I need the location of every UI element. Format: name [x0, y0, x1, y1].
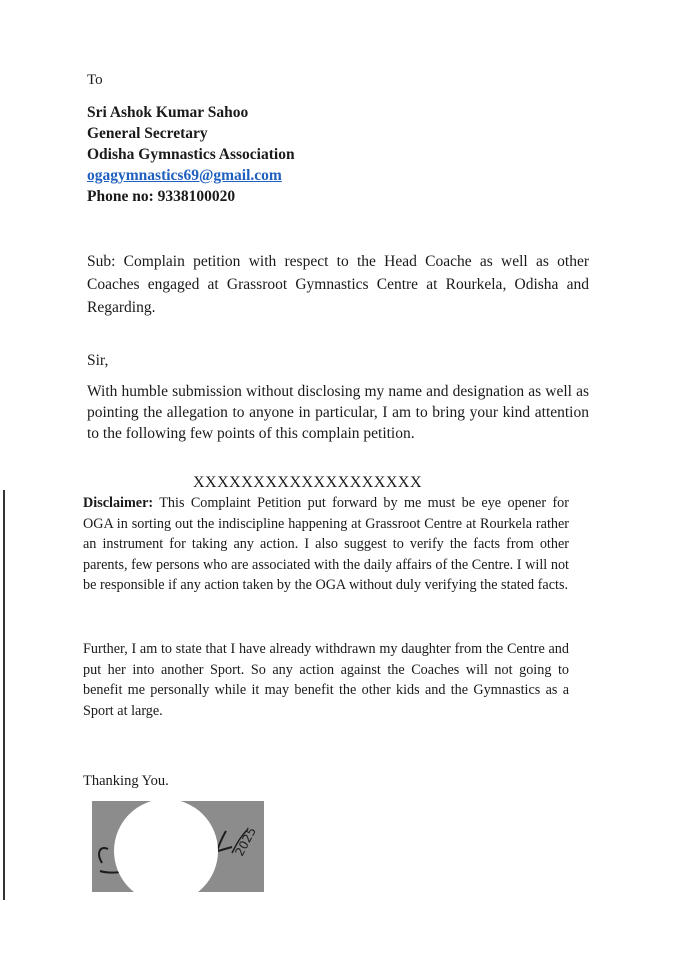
recipient-name: Sri Ashok Kumar Sahoo [87, 104, 249, 121]
recipient-designation: General Secretary [87, 125, 208, 142]
disclaimer-paragraph [83, 493, 569, 596]
recipient-block [87, 102, 295, 207]
to-label: To [87, 72, 103, 88]
intro-paragraph: With humble submission without disclosing my name and designation as well as pointing the allegation to anyone in particular, I am to bring your kind attention to the following few points of this complain petition. [87, 383, 589, 442]
salutation: Sir, [87, 352, 109, 369]
further-paragraph: Further, I am to state that I have already withdrawn my daughter from the Centre and put her into another Sport. So any action against the Coaches will not going to benefit me personally while it may benefit the other kids and the Gymnastics as a Sport at large. [83, 641, 569, 719]
closing: Thanking You. [83, 773, 169, 789]
margin-rule [3, 490, 5, 900]
subject-line: Sub: Complain petition with respect to the Head Coache as well as other Coaches engaged at Grassroot Gymnastics Centre at Rourkela, Odisha and Regarding. [87, 253, 589, 316]
signature-date: 2025 [232, 824, 259, 859]
recipient-organization: Odisha Gymnastics Association [87, 146, 295, 163]
disclaimer-label: Disclaimer: [83, 495, 154, 511]
disclaimer-text: This Complaint Petition put forward by me must be eye opener for OGA in sorting out the indiscipline happening at Grassroot Centre at Rourkela rather an instrument for taking any action. I also suggest to verify the facts from other parents, few persons who are associated with the daily affairs of the Centre. I will not be responsible if any action taken by the OGA without duly verifying the stated facts. [83, 495, 569, 593]
recipient-phone: Phone no: 9338100020 [87, 188, 236, 205]
redacted-line: XXXXXXXXXXXXXXXXXXX [193, 474, 423, 491]
recipient-email-link[interactable]: ogagymnastics69@gmail.com [87, 167, 282, 184]
signature-image [92, 801, 264, 892]
signature-graphic [92, 801, 264, 892]
